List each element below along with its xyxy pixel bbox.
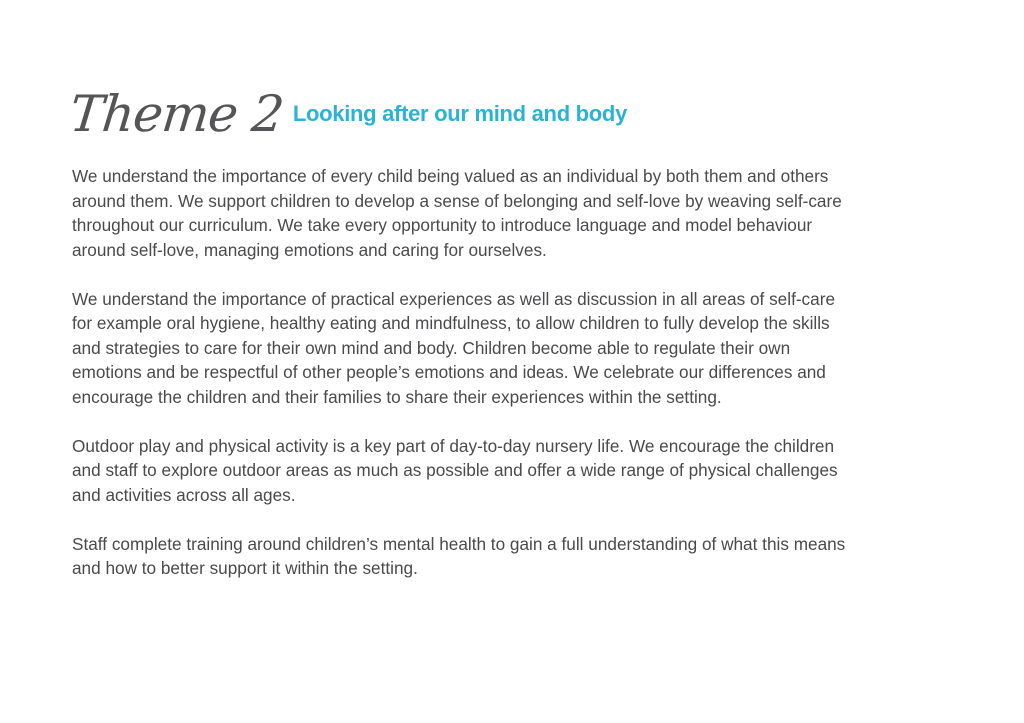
text-line: We understand the importance of practical experiences as well as discussion in all areas of self-care [72, 288, 835, 309]
text-line: emotions and be respectful of other people’s emotions and ideas. We celebrate our differences and [72, 362, 826, 382]
body-text [72, 164, 972, 605]
text-line: for example oral hygiene, healthy eating and mindfulness, to allow children to fully develop the skills [72, 313, 830, 333]
text-line: and strategies to care for their own mind and body. Children become able to regulate their own [72, 337, 791, 358]
paragraph-self-love [72, 164, 972, 262]
text-line: and staff to explore outdoor areas as much as possible and offer a wide range of physical challenges [72, 460, 838, 480]
paragraph-staff-training [72, 532, 972, 581]
text-line: encourage the children and their families to share their experiences within the setting. [72, 386, 722, 407]
text-line: and activities across all ages. [72, 484, 296, 505]
theme-number-heading: Theme 2 [66, 85, 286, 143]
text-line: around self-love, managing emotions and caring for ourselves. [72, 239, 547, 260]
text-line: throughout our curriculum. We take every opportunity to introduce language and model behaviour [72, 215, 813, 235]
text-line: Staff complete training around children’s mental health to gain a full understanding of what this means [72, 533, 846, 554]
text-line: and how to better support it within the setting. [72, 558, 418, 578]
section-header [66, 84, 627, 144]
text-line: We understand the importance of every child being valued as an individual by both them and others [72, 166, 829, 186]
section-subtitle: Looking after our mind and body [292, 101, 627, 126]
paragraph-practical-experiences [72, 287, 972, 410]
paragraph-outdoor-play [72, 434, 972, 508]
text-line: Outdoor play and physical activity is a key part of day-to-day nursery life. We encourage the children [72, 435, 835, 456]
text-line: around them. We support children to develop a sense of belonging and self-love by weaving self-care [72, 190, 842, 211]
